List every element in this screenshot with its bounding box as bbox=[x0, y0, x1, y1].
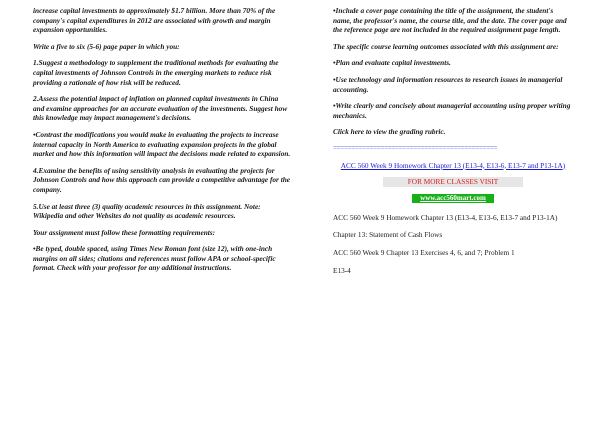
outcome-2: •Use technology and information resources to research issues in managerial accounting. bbox=[333, 74, 563, 94]
task-instruction: Write a five to six (5-6) page paper in which you: bbox=[33, 41, 180, 51]
outcomes-intro: The specific course learning outcomes associated with this assignment are: bbox=[333, 41, 559, 51]
separator-line: ============================================= bbox=[333, 143, 498, 152]
more-classes-banner: FOR MORE CLASSES VISIT bbox=[383, 177, 523, 187]
requirement-4: 4.Examine the benefits of using sensitivity analysis in evaluating the projects for Johnson Controls and how this approach can provide a competitive advantage for the company. bbox=[33, 165, 291, 194]
outcome-1: •Plan and evaluate capital investments. bbox=[333, 58, 451, 68]
requirement-3: •Contrast the modifications you would make in evaluating the projects to increase internal capacity in North America to evaluating expansion projects in the global market and how this information will impact the decisions made related to expansion. bbox=[33, 129, 291, 159]
right-column bbox=[333, 6, 573, 283]
homework-title: ACC 560 Week 9 Homework Chapter 13 (E13-4, E13-6, E13-7 and P13-1A) bbox=[333, 212, 558, 222]
formatting-heading: Your assignment must follow these formatting requirements: bbox=[33, 227, 216, 237]
requirement-1: 1.Suggest a methodology to supplement the traditional methods for evaluating the capital investments of Johnson Controls in the emerging markets to reduce risk providing a rationale of how risk will be reduced. bbox=[33, 58, 279, 87]
homework-link[interactable]: ACC 560 Week 9 Homework Chapter 13 (E13-4, E13-6, E13-7 and P13-1A) bbox=[340, 160, 566, 170]
requirement-2: 2.Assess the potential impact of inflation on planned capital investments in China and examine approaches for an accurate evaluation of the investments. Suggest how this knowledge may impact management's decisions. bbox=[33, 94, 288, 123]
outcome-3: •Write clearly and concisely about managerial accounting using proper writing mechanics. bbox=[333, 101, 571, 120]
website-link[interactable]: www.acc560mart.com bbox=[412, 194, 494, 203]
chapter-title: Chapter 13: Statement of Cash Flows bbox=[333, 230, 443, 240]
intro-paragraph: increase capital investments to approximately $1.7 billion. More than 70% of the company's capital expenditures in 2012 are associated with growth and margin expansion opportunities. bbox=[33, 6, 276, 35]
grading-rubric-link[interactable]: Click here to view the grading rubric. bbox=[333, 127, 446, 137]
requirement-5: 5.Use at least three (3) quality academic resources in this assignment. Note: Wikipedia and other Websites do not quality as academic resources. bbox=[33, 201, 261, 221]
exercise-e13-4: E13-4 bbox=[333, 265, 351, 275]
exercises-line: ACC 560 Week 9 Chapter 13 Exercises 4, 6, and 7; Problem 1 bbox=[333, 247, 515, 257]
cover-page-requirement: •Include a cover page containing the title of the assignment, the student's name, the professor's name, the course title, and the date. The cover page and the reference page are not included in the required assignment page length. bbox=[333, 6, 567, 35]
formatting-item-1: •Be typed, double spaced, using Times New Roman font (size 12), with one-inch margins on all sides; citations and references must follow APA or school-specific format. Check with your professor for any additional instructions. bbox=[33, 244, 276, 273]
left-column bbox=[33, 6, 291, 280]
